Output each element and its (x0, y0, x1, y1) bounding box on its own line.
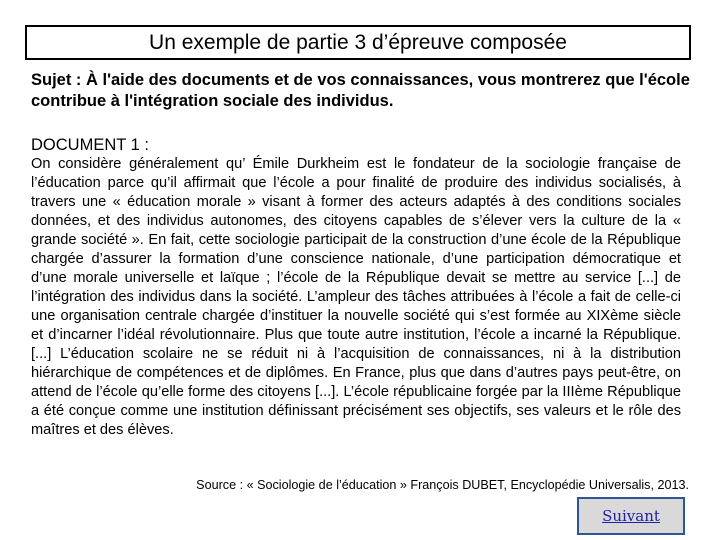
document-source: Source : « Sociologie de l’éducation » François DUBET, Encyclopédie Universalis, 2013. (196, 478, 689, 492)
document-body: On considère généralement qu’ Émile Durkheim est le fondateur de la sociologie française de l’éducation parce qu’il affirmait que l’école a pour finalité de produire des individus socialisés, à travers une « éducation morale » visant à former des acteurs adaptés à des conditions sociales données, et des individus autonomes, des citoyens capables de s’élever vers la culture de la « grande société ». En fait, cette sociologie participait de la construction d’une école de la République chargée d’assurer la formation d’une conscience nationale, d’une participation démocratique et d’une morale universelle et laïque ; l’école de la République devait se mettre au service [...] de l’intégration des individus dans la société. L’ampleur des tâches attribuées à l’école a fait de celle-ci une organisation centrale chargée d’instituer la nouvelle société qui s’est formée au XIXème siècle et d’incarner l’idéal révolutionnaire. Plus que toute autre institution, l’école a incarné la République. [...] L’éducation scolaire ne se réduit ni à l’acquisition de connaissances, ni à la distribution hiérarchique de compétences et de diplômes. En France, plus que dans d’autres pays peut-être, on attend de l’école qu’elle forme des citoyens [...]. L’école républicaine forgée par la IIIème République a été conçue comme une institution définissant précisément ses objectifs, ses valeurs et le rôle des maîtres et des élèves. (31, 156, 681, 438)
subject-statement: Sujet : À l'aide des documents et de vos connaissances, vous montrerez que l'école contribue à l'intégration sociale des individus. (31, 71, 690, 110)
page-title-box (25, 25, 691, 60)
next-button-label: Suivant (602, 507, 660, 525)
document-heading: DOCUMENT 1 : (31, 136, 149, 154)
page-title: Un exemple de partie 3 d’épreuve composée (149, 30, 567, 54)
next-button[interactable] (577, 497, 685, 535)
